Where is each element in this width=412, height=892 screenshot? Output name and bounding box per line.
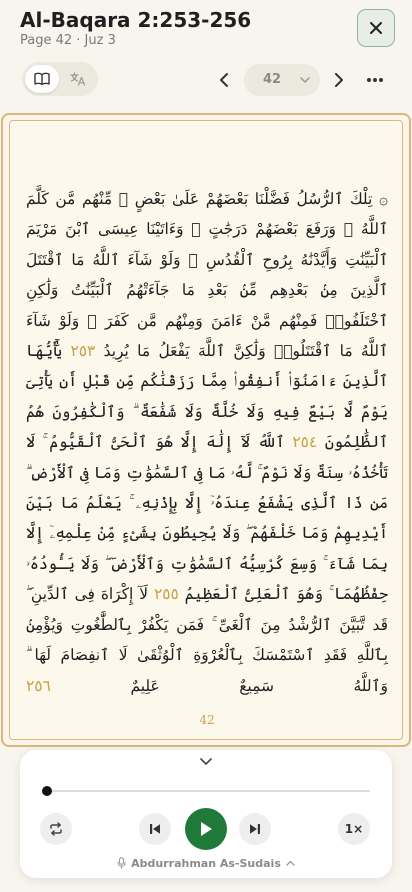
ayah-number-256[interactable]: ٢٥٦ xyxy=(26,676,51,695)
ayah-254-text[interactable]: يَٰٓأَيُّهَا ٱلَّذِينَ ءَامَنُوٓا۟ أَنفِقُوا۟ مِمَّا رَزَقْنَٰكُم مِّن قَبْلِ أَن يَأْتِىَ يَوْمٌ لَّا بَيْعٌ فِيهِ وَلَا خُلَّةٌ وَلَا شَفَٰعَةٌ ۗ وَٱلْكَٰفِرُونَ هُمُ ٱلظَّٰلِمُونَ xyxy=(26,342,388,452)
header xyxy=(0,0,412,58)
page-subtitle: Page 42 · Juz 3 xyxy=(20,33,116,48)
reciter-name: Abdurrahman As-Sudais xyxy=(131,856,281,870)
more-horizontal-icon xyxy=(366,77,384,83)
chevron-down-icon xyxy=(298,73,312,87)
reciter-selector[interactable] xyxy=(20,854,392,872)
play-button[interactable] xyxy=(185,808,227,850)
ayah-number-255[interactable]: ٢٥٥ xyxy=(154,585,179,604)
repeat-icon xyxy=(48,822,64,836)
quran-text-block xyxy=(26,184,388,701)
page-select-value: 42 xyxy=(262,72,282,87)
play-icon xyxy=(199,821,213,837)
ayah-number-253[interactable]: ٢٥٣ xyxy=(70,342,96,361)
chevron-down-icon xyxy=(199,757,213,767)
ayah-253-text[interactable]: ۞ تِلْكَ ٱلرُّسُلُ فَضَّلْنَا بَعْضَهُمْ عَلَىٰ بَعْضٍ ۘ مِّنْهُم مَّن كَلَّمَ ٱللَّهُ ۖ وَرَفَعَ بَعْضَهُمْ دَرَجَٰتٍ ۚ وَءَاتَيْنَا عِيسَى ٱبْنَ مَرْيَمَ ٱلْبَيِّنَٰتِ وَأَيَّدْنَٰهُ بِرُوحِ ٱلْقُدُسِ ۗ وَلَوْ شَآءَ ٱللَّهُ مَا ٱقْتَتَلَ ٱلَّذِينَ مِنۢ بَعْدِهِم مِّنۢ بَعْدِ مَا جَآءَتْهُمُ ٱلْبَيِّنَٰتُ وَلَٰكِنِ ٱخْتَلَفُوا۟ فَمِنْهُم مَّنْ ءَامَنَ وَمِنْهُم مَّن كَفَرَ ۚ وَلَوْ شَآءَ ٱللَّهُ مَا ٱقْتَتَلُوا۟ وَلَٰكِنَّ ٱللَّهَ يَفْعَلُ مَا يُرِيدُ xyxy=(26,190,388,361)
progress-thumb[interactable] xyxy=(42,786,52,796)
repeat-button[interactable] xyxy=(40,813,72,845)
translate-mode-button[interactable] xyxy=(61,65,95,93)
skip-next-icon xyxy=(249,823,261,835)
skip-previous-icon xyxy=(149,823,161,835)
mushaf-page-frame xyxy=(1,113,411,747)
ayah-255-text[interactable]: ٱللَّهُ لَآ إِلَٰهَ إِلَّا هُوَ ٱلْحَىُّ ٱلْقَيُّومُ ۚ لَا تَأْخُذُهُۥ سِنَةٌ وَلَا نَوْمٌ ۚ لَّهُۥ مَا فِى ٱلسَّمَٰوَٰتِ وَمَا فِى ٱلْأَرْضِ ۗ مَن ذَا ٱلَّذِى يَشْفَعُ عِندَهُۥٓ إِلَّا بِإِذْنِهِۦ ۚ يَعْلَمُ مَا بَيْنَ أَيْدِيهِمْ وَمَا خَلْفَهُمْ ۖ وَلَا يُحِيطُونَ بِشَىْءٍ مِّنْ عِلْمِهِۦٓ إِلَّا بِمَا شَآءَ ۚ وَسِعَ كُرْسِيُّهُ ٱلسَّمَٰوَٰتِ وَٱلْأَرْضَ ۖ وَلَا يَـُٔودُهُۥ حِفْظُهُمَا ۚ وَهُوَ ٱلْعَلِىُّ ٱلْعَظِيمُ xyxy=(26,433,388,604)
ayah-number-254[interactable]: ٢٥٤ xyxy=(292,433,318,452)
previous-ayah-button[interactable] xyxy=(139,813,171,845)
page-title: Al-Baqara 2:253-256 xyxy=(20,8,252,32)
view-mode-toggle xyxy=(22,62,98,96)
progress-track[interactable] xyxy=(46,790,370,792)
close-button[interactable] xyxy=(357,9,395,47)
chevron-right-icon xyxy=(334,73,344,87)
chevron-up-icon xyxy=(286,860,295,866)
collapse-player-button[interactable] xyxy=(196,752,216,772)
translate-icon xyxy=(70,72,86,86)
audio-player xyxy=(20,750,392,878)
more-options-button[interactable] xyxy=(363,68,387,92)
read-mode-button[interactable] xyxy=(25,65,59,93)
playback-speed-button[interactable]: 1× xyxy=(338,813,370,845)
close-icon xyxy=(369,21,383,35)
book-open-icon xyxy=(34,72,50,86)
toolbar xyxy=(0,62,412,98)
microphone-icon xyxy=(117,857,126,869)
mushaf-page xyxy=(9,120,403,740)
ayah-256-text[interactable]: لَآ إِكْرَاهَ فِى ٱلدِّينِ ۖ قَد تَّبَيَّنَ ٱلرُّشْدُ مِنَ ٱلْغَىِّ ۚ فَمَن يَكْفُرْ بِٱلطَّٰغُوتِ وَيُؤْمِنۢ بِٱللَّهِ فَقَدِ ٱسْتَمْسَكَ بِٱلْعُرْوَةِ ٱلْوُثْقَىٰ لَا ٱنفِصَامَ لَهَا ۗ وَٱللَّهُ سَمِيعٌ عَلِيمٌ xyxy=(26,585,388,695)
page-select[interactable] xyxy=(244,64,320,96)
next-ayah-button[interactable] xyxy=(239,813,271,845)
next-page-button[interactable] xyxy=(327,68,351,92)
chevron-left-icon xyxy=(219,73,229,87)
mushaf-page-number: 42 xyxy=(199,713,215,727)
previous-page-button[interactable] xyxy=(212,68,236,92)
